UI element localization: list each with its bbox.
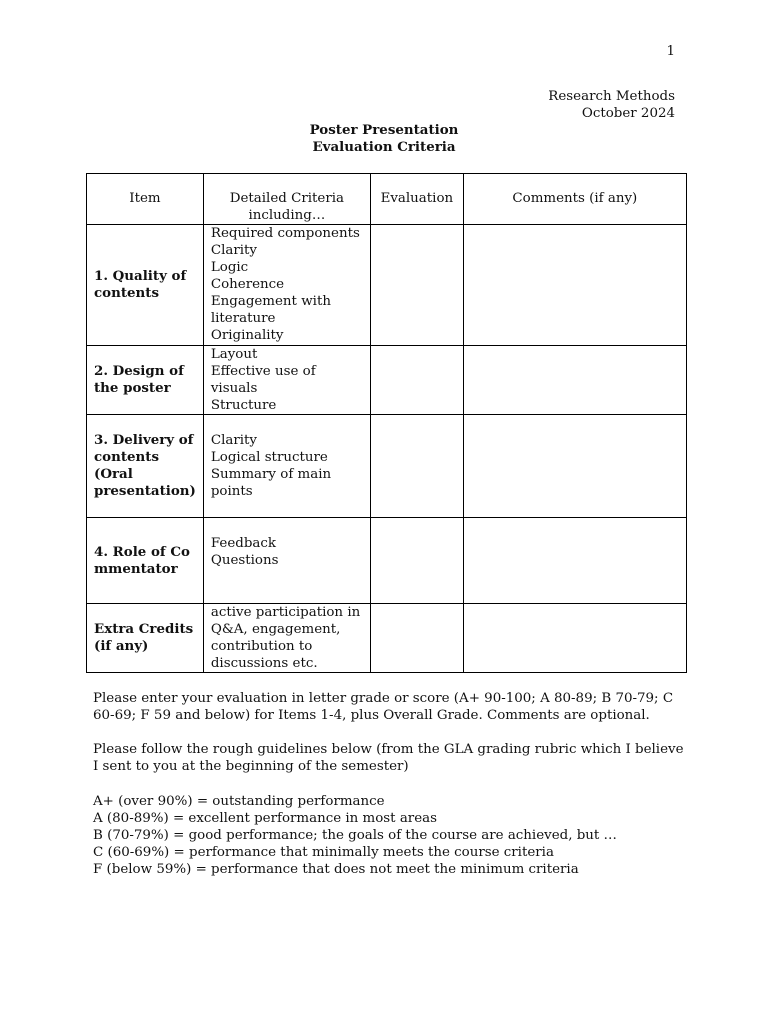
header-evaluation: Evaluation: [370, 174, 463, 225]
criteria-item: Engagement with literature: [210, 294, 331, 326]
criteria-item: Structure: [210, 398, 277, 413]
criteria-item: Clarity: [210, 243, 258, 258]
evaluation-cell[interactable]: [370, 604, 463, 673]
row-item-label: 1. Quality of contents: [87, 225, 204, 346]
title-line-1: Poster Presentation: [309, 122, 459, 138]
criteria-item: Logic: [210, 260, 249, 275]
guideline-item: A (80-89%) = excellent performance in most areas: [93, 811, 437, 826]
row-criteria: [203, 346, 370, 415]
criteria-item: Summary of main points: [210, 467, 332, 499]
row-criteria: [203, 225, 370, 346]
table-row: [87, 415, 687, 518]
row-item-label: 4. Role of Commentator: [87, 518, 204, 604]
title-line-2: Evaluation Criteria: [312, 139, 456, 155]
guideline-item: A+ (over 90%) = outstanding performance: [93, 794, 385, 809]
header-criteria: Detailed Criteria including…: [203, 174, 370, 225]
guidelines-intro: Please follow the rough guidelines below (from the GLA grading rubric which I believe I sent to you at the beginning of the semester): [93, 742, 684, 774]
criteria-item: active participation in Q&A, engagement, contribution to discussions etc.: [210, 605, 361, 671]
evaluation-cell[interactable]: [370, 415, 463, 518]
row-item-label: 2. Design of the poster: [87, 346, 204, 415]
row-criteria: [203, 518, 370, 604]
criteria-item: Originality: [210, 328, 284, 343]
criteria-item: Clarity: [210, 433, 258, 448]
criteria-item: Questions: [210, 553, 279, 568]
document-date: October 2024: [581, 106, 675, 121]
evaluation-cell[interactable]: [370, 518, 463, 604]
criteria-item: Coherence: [210, 277, 285, 292]
guideline-item: B (70-79%) = good performance; the goals of the course are achieved, but …: [93, 828, 617, 843]
comments-cell[interactable]: [463, 604, 686, 673]
row-criteria: [203, 415, 370, 518]
evaluation-cell[interactable]: [370, 346, 463, 415]
criteria-item: Logical structure: [210, 450, 328, 465]
comments-cell[interactable]: [463, 415, 686, 518]
criteria-item: Feedback: [210, 536, 277, 551]
criteria-item: Layout: [210, 347, 258, 362]
table-row: [87, 346, 687, 415]
table-row: [87, 225, 687, 346]
table-header-row: [87, 174, 687, 225]
guidelines-list: [93, 793, 693, 878]
comments-cell[interactable]: [463, 346, 686, 415]
header-comments: Comments (if any): [463, 174, 686, 225]
document-title: [234, 122, 534, 156]
evaluation-cell[interactable]: [370, 225, 463, 346]
guideline-item: C (60-69%) = performance that minimally meets the course criteria: [93, 845, 554, 860]
course-name: Research Methods: [548, 89, 675, 104]
page-number: 1: [666, 44, 675, 59]
row-item-label: Extra Credits (if any): [87, 604, 204, 673]
instructions-paragraph: Please enter your evaluation in letter grade or score (A+ 90-100; A 80-89; B 70-79; C 60-69; F 59 and below) for Items 1-4, plus Overall Grade. Comments are optional.: [93, 691, 674, 723]
table-row: [87, 518, 687, 604]
criteria-item: Required components: [210, 226, 360, 241]
row-item-label: 3. Delivery of contents (Oral presentation): [87, 415, 204, 518]
guideline-item: F (below 59%) = performance that does not meet the minimum criteria: [93, 862, 579, 877]
document-header: [500, 88, 675, 122]
comments-cell[interactable]: [463, 518, 686, 604]
comments-cell[interactable]: [463, 225, 686, 346]
criteria-item: Effective use of visuals: [210, 364, 316, 396]
row-criteria: [203, 604, 370, 673]
table-row: [87, 604, 687, 673]
evaluation-table: [86, 173, 687, 673]
header-item: Item: [87, 174, 204, 225]
